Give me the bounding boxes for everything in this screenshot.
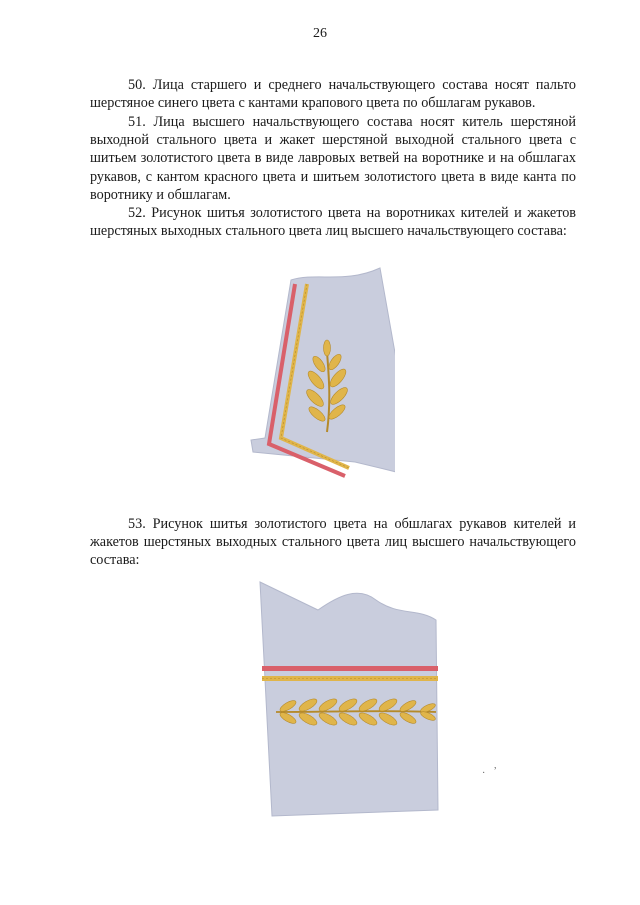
cuff-embroidery-illustration <box>258 580 440 820</box>
cuff-fabric <box>260 582 438 816</box>
cuff-red-piping <box>262 666 438 671</box>
scan-artifact: · <box>482 768 486 779</box>
collar-embroidery-figure <box>245 262 395 497</box>
paragraph-51-text: 51. Лица высшего начальствующего состава носят китель шерстяной выходной стального цвета и жакет шерстяной выходной стального цвета с шитьем золотистого цвета в виде лавровых ветвей на воротнике и на обшлагах рукавов, с кантом красного цвета и шитьем золотистого цвета в виде канта по воротнику и обшлагам. <box>90 114 576 203</box>
paragraph-50-text: 50. Лица старшего и среднего начальствующего состава носят пальто шерстяное синего цвета с кантами крапового цвета по обшлагам рукавов. <box>90 77 576 112</box>
paragraph-53-text: 53. Рисунок шитья золотистого цвета на обшлагах рукавов кителей и жакетов шерстяных выходных стального цвета лиц высшего начальствующего состава: <box>90 516 576 569</box>
paragraph-51 <box>90 113 576 204</box>
paragraph-52 <box>90 204 576 240</box>
paragraph-53 <box>90 515 576 570</box>
cuff-embroidery-figure <box>258 580 440 820</box>
paragraph-52-text: 52. Рисунок шитья золотистого цвета на воротниках кителей и жакетов шерстяных выходных стального цвета лиц высшего начальствующего состава: <box>90 205 576 240</box>
scan-artifact: , <box>494 760 497 771</box>
paragraph-50 <box>90 76 576 112</box>
collar-embroidery-illustration <box>245 262 395 497</box>
page-number: 26 <box>313 26 327 41</box>
